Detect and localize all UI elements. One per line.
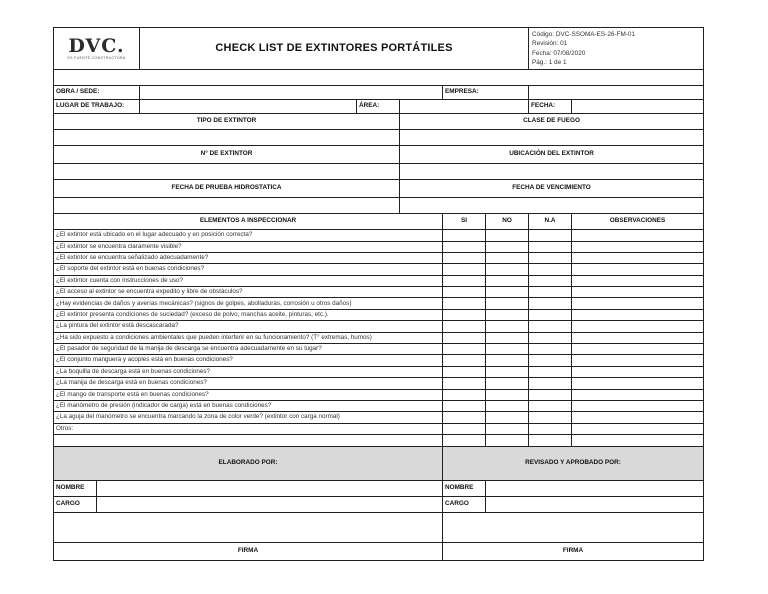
obs-cell[interactable] [572, 344, 704, 355]
obra-label: OBRA / SEDE: [54, 86, 140, 100]
no-cell[interactable] [486, 275, 529, 286]
clase-field[interactable] [400, 130, 704, 146]
obs-cell[interactable] [572, 298, 704, 309]
checklist-row [54, 366, 704, 377]
revisado-cargo-label: CARGO [443, 496, 486, 512]
no-cell[interactable] [486, 378, 529, 389]
checklist-form [53, 27, 703, 561]
na-cell[interactable] [529, 378, 572, 389]
si-cell[interactable] [443, 332, 486, 343]
col-elements-header: ELEMENTOS A INSPECCIONAR [54, 214, 443, 230]
elaborado-cargo-label: CARGO [54, 496, 97, 512]
na-cell[interactable] [529, 412, 572, 423]
question-text-blank[interactable] [54, 435, 443, 446]
no-cell[interactable] [486, 321, 529, 332]
na-cell[interactable] [529, 321, 572, 332]
obs-cell[interactable] [572, 355, 704, 366]
elaborado-nombre-field[interactable] [97, 480, 443, 496]
question-text: ¿El pasador de seguridad de la manija de descarga se encuentra adecuadamente en su lugar? [54, 344, 443, 355]
revisado-firma-field[interactable] [443, 512, 704, 542]
col-si-header: SI [443, 214, 486, 230]
obs-cell[interactable] [572, 366, 704, 377]
si-cell[interactable] [443, 423, 486, 434]
si-cell[interactable] [443, 412, 486, 423]
obs-cell[interactable] [572, 332, 704, 343]
checklist-row [54, 252, 704, 263]
checklist-row [54, 344, 704, 355]
checklist-row [54, 230, 704, 241]
na-cell[interactable] [529, 355, 572, 366]
checklist-row [54, 412, 704, 423]
si-cell[interactable] [443, 287, 486, 298]
no-cell[interactable] [486, 355, 529, 366]
document-page: Pág.: 1 de 1 [532, 58, 567, 66]
si-cell[interactable] [443, 366, 486, 377]
obs-cell[interactable] [572, 275, 704, 286]
header-spacer [54, 70, 704, 86]
si-cell[interactable] [443, 298, 486, 309]
no-cell[interactable] [486, 366, 529, 377]
checklist-row [54, 400, 704, 411]
no-cell[interactable] [486, 287, 529, 298]
na-cell[interactable] [529, 298, 572, 309]
checklist-row [54, 378, 704, 389]
checklist-row [54, 355, 704, 366]
obs-cell[interactable] [572, 400, 704, 411]
si-cell[interactable] [443, 230, 486, 241]
checklist-row [54, 309, 704, 320]
na-cell[interactable] [529, 230, 572, 241]
logo-text: DVC. [68, 34, 125, 57]
question-text: ¿Ha sido expuesto a condiciones ambientales que pueden interferir en su funcionamiento? (T° extremas, humos) [54, 332, 443, 343]
document-meta [529, 28, 704, 70]
empresa-label: EMPRESA: [443, 86, 529, 100]
obs-cell[interactable] [572, 252, 704, 263]
si-cell[interactable] [443, 309, 486, 320]
obs-cell[interactable] [572, 412, 704, 423]
obra-field[interactable] [140, 86, 443, 100]
question-text: ¿El extintor presenta condiciones de suciedad? (exceso de polvo, manchas aceite, pinturas, etc.). [54, 309, 443, 320]
question-text: ¿El mango de transporte está en buenas condiciones? [54, 389, 443, 400]
empresa-field[interactable] [529, 86, 704, 100]
question-text: ¿Hay evidencias de daños y averías mecánicas? (signos de golpes, abolladuras, corrosión u otros daños) [54, 298, 443, 309]
elaborado-firma-field[interactable] [54, 512, 443, 542]
na-cell[interactable] [529, 252, 572, 263]
obs-cell[interactable] [572, 435, 704, 446]
revisado-cargo-field[interactable] [486, 496, 704, 512]
revisado-firma-label: FIRMA [443, 542, 704, 560]
question-text: ¿El soporte del extintor está en buenas condiciones? [54, 264, 443, 275]
document-code: Código: DVC-SSOMA-ES-26-FM-01 [532, 31, 636, 38]
checklist-row [54, 287, 704, 298]
na-cell[interactable] [529, 264, 572, 275]
fecha-label: FECHA: [529, 100, 572, 114]
revisado-label: REVISADO Y APROBADO POR: [443, 446, 704, 480]
si-cell[interactable] [443, 435, 486, 446]
company-logo [54, 28, 140, 70]
checklist-row [54, 423, 704, 434]
checklist-row [54, 435, 704, 446]
fecha-field[interactable] [572, 100, 704, 114]
question-text: ¿El extintor cuenta con instrucciones de uso? [54, 275, 443, 286]
na-cell[interactable] [529, 366, 572, 377]
obs-cell[interactable] [572, 389, 704, 400]
obs-cell[interactable] [572, 241, 704, 252]
question-text: ¿El extintor está ubicado en el lugar adecuado y en posición correcta? [54, 230, 443, 241]
na-cell[interactable] [529, 435, 572, 446]
ubicacion-label: UBICACIÓN DEL EXTINTOR [400, 146, 704, 164]
obs-cell[interactable] [572, 309, 704, 320]
checklist-row [54, 241, 704, 252]
checklist-row [54, 275, 704, 286]
si-cell[interactable] [443, 321, 486, 332]
obs-cell[interactable] [572, 423, 704, 434]
tipo-label: TIPO DE EXTINTOR [54, 114, 400, 130]
no-cell[interactable] [486, 400, 529, 411]
prueba-label: FECHA DE PRUEBA HIDROSTATICA [54, 180, 400, 198]
si-cell[interactable] [443, 264, 486, 275]
question-text: ¿El extintor se encuentra señalizado adecuadamente? [54, 252, 443, 263]
numero-field[interactable] [54, 164, 400, 180]
si-cell[interactable] [443, 275, 486, 286]
question-text: ¿El conjunto manguera y acoples está en buenas condiciones? [54, 355, 443, 366]
numero-label: N° DE EXTINTOR [54, 146, 400, 164]
si-cell[interactable] [443, 378, 486, 389]
lugar-label: LUGAR DE TRABAJO: [54, 100, 140, 114]
area-field[interactable] [400, 100, 529, 114]
si-cell[interactable] [443, 400, 486, 411]
col-na-header: N.A [529, 214, 572, 230]
obs-cell[interactable] [572, 264, 704, 275]
si-cell[interactable] [443, 252, 486, 263]
obs-cell[interactable] [572, 230, 704, 241]
question-text: ¿La manija de descarga está en buenas condiciones? [54, 378, 443, 389]
checklist-row [54, 389, 704, 400]
obs-cell[interactable] [572, 287, 704, 298]
revisado-nombre-label: NOMBRE [443, 480, 486, 496]
si-cell[interactable] [443, 241, 486, 252]
no-cell[interactable] [486, 423, 529, 434]
si-cell[interactable] [443, 389, 486, 400]
elaborado-nombre-label: NOMBRE [54, 480, 97, 496]
no-cell[interactable] [486, 252, 529, 263]
question-text: ¿La boquilla de descarga está en buenas condiciones? [54, 366, 443, 377]
na-cell[interactable] [529, 241, 572, 252]
vencimiento-label: FECHA DE VENCIMIENTO [400, 180, 704, 198]
question-text: ¿El extintor se encuentra claramente visible? [54, 241, 443, 252]
elaborado-cargo-field[interactable] [97, 496, 443, 512]
no-cell[interactable] [486, 230, 529, 241]
checklist-row [54, 332, 704, 343]
na-cell[interactable] [529, 389, 572, 400]
na-cell[interactable] [529, 423, 572, 434]
checklist-row [54, 298, 704, 309]
lugar-field[interactable] [140, 100, 357, 114]
na-cell[interactable] [529, 344, 572, 355]
no-cell[interactable] [486, 435, 529, 446]
na-cell[interactable] [529, 287, 572, 298]
no-cell[interactable] [486, 332, 529, 343]
question-text: ¿La aguja del manómetro se encuentra marcando la zona de color verde? (extintor con carga normal) [54, 412, 443, 423]
document-revision: Revisión: 01 [532, 40, 568, 48]
no-cell[interactable] [486, 309, 529, 320]
na-cell[interactable] [529, 309, 572, 320]
no-cell[interactable] [486, 344, 529, 355]
obs-cell[interactable] [572, 321, 704, 332]
document-date: Fecha: 07/08/2020 [532, 49, 586, 57]
col-obs-header: OBSERVACIONES [572, 214, 704, 230]
na-cell[interactable] [529, 332, 572, 343]
no-cell[interactable] [486, 412, 529, 423]
tipo-field[interactable] [54, 130, 400, 146]
question-text: ¿El acceso al extintor se encuentra expedito y libre de obstáculos? [54, 287, 443, 298]
prueba-field[interactable] [54, 198, 400, 214]
no-cell[interactable] [486, 389, 529, 400]
question-text: Otros: [54, 423, 443, 434]
revisado-nombre-field[interactable] [486, 480, 704, 496]
elaborado-firma-label: FIRMA [54, 542, 443, 560]
checklist-row [54, 264, 704, 275]
no-cell[interactable] [486, 241, 529, 252]
si-cell[interactable] [443, 355, 486, 366]
clase-label: CLASE DE FUEGO [400, 114, 704, 130]
obs-cell[interactable] [572, 378, 704, 389]
logo-subtitle: ES FUENTE CONSTRUCTORA [67, 55, 126, 60]
document-title: CHECK LIST DE EXTINTORES PORTÁTILES [140, 28, 529, 70]
question-text: ¿La pintura del extintor está descascarada? [54, 321, 443, 332]
question-text: ¿El manómetro de presión (indicador de carga) está en buenas condiciones? [54, 400, 443, 411]
no-cell[interactable] [486, 264, 529, 275]
form-table [53, 27, 704, 561]
si-cell[interactable] [443, 344, 486, 355]
no-cell[interactable] [486, 298, 529, 309]
checklist-row [54, 321, 704, 332]
elaborado-label: ELABORADO POR: [54, 446, 443, 480]
vencimiento-field[interactable] [400, 198, 704, 214]
na-cell[interactable] [529, 275, 572, 286]
area-label: ÁREA: [357, 100, 400, 114]
na-cell[interactable] [529, 400, 572, 411]
ubicacion-field[interactable] [400, 164, 704, 180]
col-no-header: NO [486, 214, 529, 230]
